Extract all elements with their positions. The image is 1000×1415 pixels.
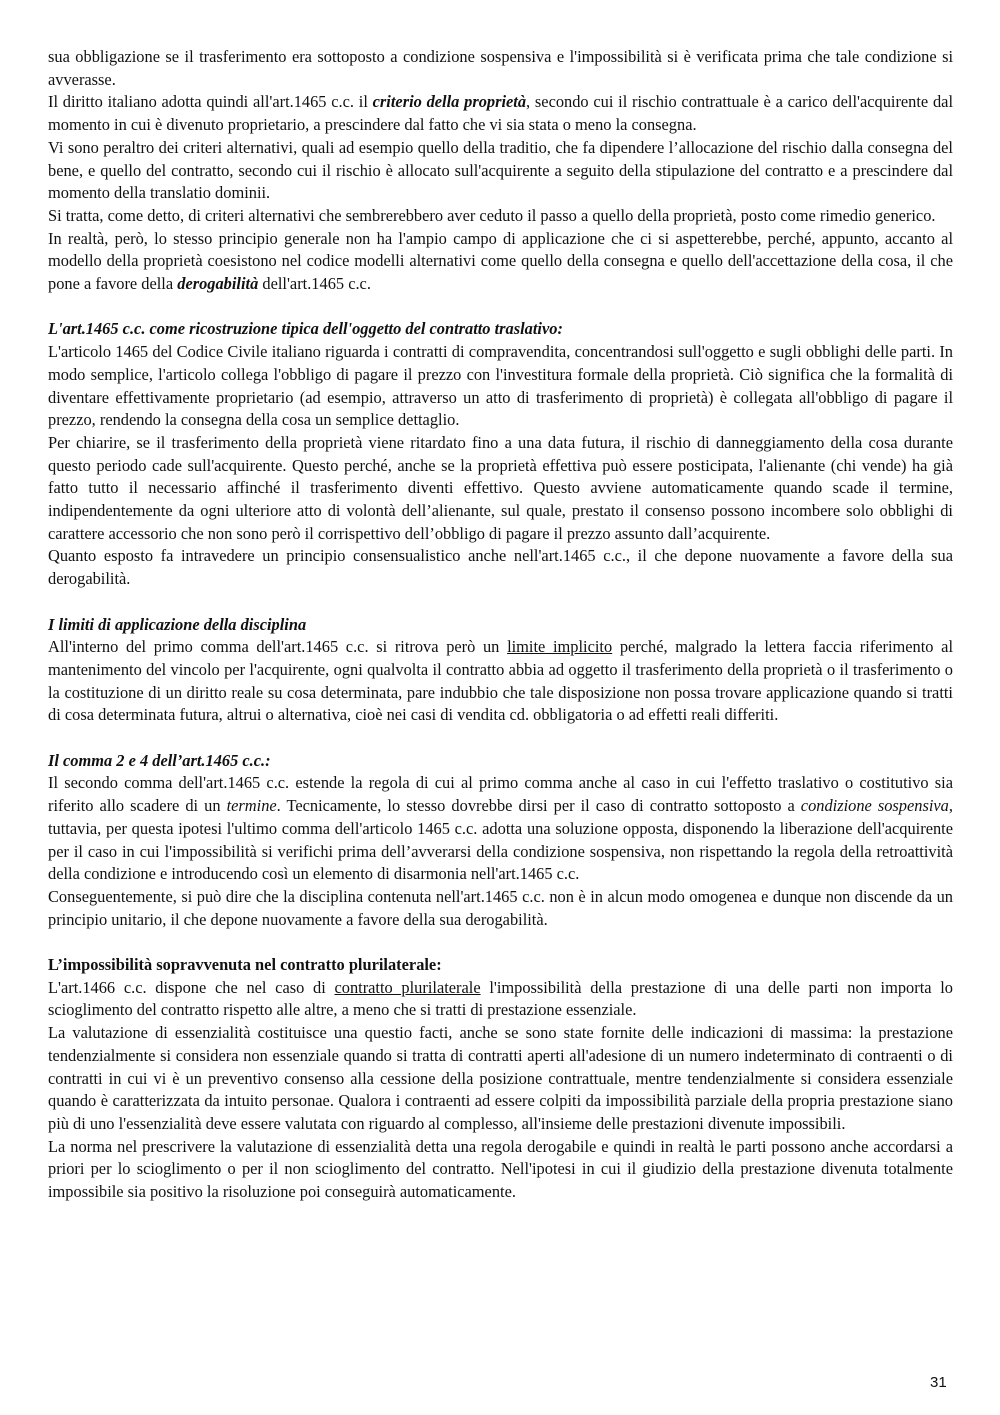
paragraph: Conseguentemente, si può dire che la disciplina contenuta nell'art.1465 c.c. non è in alcun modo omogenea e dunque non discende da un principio unitario, il che depone nuovamente a favore della sua derogabilità. <box>48 886 953 929</box>
page-number: 31 <box>930 1374 947 1391</box>
paragraph: Quanto esposto fa intravedere un principio consensualistico anche nell'art.1465 c.c., il che depone nuovamente a favore della sua derogabilità. <box>48 546 953 589</box>
text-run: l'impossibilità della prestazione di una delle parti non importa lo scioglimento del contratto rispetto alle altre, a meno che si tratti di prestazione essenziale. <box>48 977 953 1020</box>
paragraph <box>48 772 953 886</box>
section-heading: L’impossibilità sopravvenuta nel contratto plurilaterale: <box>48 955 442 975</box>
paragraph: La norma nel prescrivere la valutazione di essenzialità detta una regola derogabile e quindi in realtà le parti possono anche accordarsi a priori per lo scioglimento o per il non scioglimento del contratto. Nell'ipotesi in cui il giudizio della prestazione divenuta totalmente impossibile sia positivo la risoluzione poi conseguirà automaticamente. <box>48 1136 953 1202</box>
paragraph <box>48 636 953 727</box>
text-run: perché, malgrado la lettera faccia riferimento al mantenimento del vincolo per l'acquirente, ogni qualvolta il contratto abbia ad oggetto il trasferimento della proprietà o il trasferimento o la costituzione di un diritto reale su cosa determinata, pare indubbio che tale disposizione non possa trovare applicazione quando si tratti di cosa determinata futura, altrui o alternativa, cioè nei casi di vendita cd. obbligatoria o ad effetti reali differiti. <box>48 637 953 725</box>
paragraph: L'articolo 1465 del Codice Civile italiano riguarda i contratti di compravendita, concentrandosi sull'oggetto e sugli obblighi delle parti. In modo semplice, l'articolo collega l'obbligo di pagare il prezzo con l'investitura formale della proprietà. Ciò significa che la formalità di diventare effettivamente proprietario (ad esempio, attraverso un atto di trasferimento di proprietà) è collegata all'obbligo di pagare il prezzo, rendendo la consegna della cosa un semplice dettaglio. <box>48 342 953 430</box>
spacer <box>48 727 953 750</box>
underlined-contratto-plurilaterale: contratto plurilaterale <box>334 977 481 997</box>
text-run: All'interno del primo comma dell'art.1465 c.c. si ritrova però un <box>48 637 508 657</box>
text-run: Il diritto italiano adotta quindi all'art.1465 c.c. il <box>48 92 373 112</box>
emphasis-derogabilita: derogabilità <box>177 274 259 294</box>
text-run: dell'art.1465 c.c. <box>258 274 371 294</box>
section-heading: L'art.1465 c.c. come ricostruzione tipica dell'oggetto del contratto traslativo: <box>48 319 563 339</box>
spacer <box>48 296 953 319</box>
text-run: . Tecnicamente, lo stesso dovrebbe dirsi per il caso di contratto sottoposto a <box>276 796 801 816</box>
italic-termine: termine <box>226 796 277 816</box>
text-run: In realtà, però, lo stesso principio generale non ha l'ampio campo di applicazione che ci si aspetterebbe, perché, appunto, accanto al modello della proprietà coesistono nel codice modelli alternativi come quello della consegna e quello dell'accettazione della cosa, il che pone a favore della <box>48 228 953 294</box>
text-run: , secondo cui il rischio contrattuale è a carico dell'acquirente dal momento in cui è divenuto proprietario, a prescindere dal fatto che vi sia stata o meno la consegna. <box>48 92 953 135</box>
italic-condizione-sospensiva: condizione sospensiva <box>800 796 949 816</box>
section-heading: I limiti di applicazione della disciplina <box>48 614 307 634</box>
paragraph: Per chiarire, se il trasferimento della proprietà viene ritardato fino a una data futura, il rischio di danneggiamento della cosa durante questo periodo cade sull'acquirente. Questo perché, anche se la proprietà effettiva può essere posticipata, l'alienante (chi vende) ha già fatto tutto il necessario affinché il trasferimento diventi effettivo. Questo avviene automaticamente quando scade il termine, indipendentemente da ogni ulteriore atto di volontà dell’alienante, sul quale, prestato il consenso possono incombere solo obblighi di carattere accessorio che non sono però il corrispettivo dell’obbligo di pagare il prezzo assunto dall’acquirente. <box>48 432 953 543</box>
section-heading: Il comma 2 e 4 dell’art.1465 c.c.: <box>48 750 271 770</box>
paragraph: sua obbligazione se il trasferimento era sottoposto a condizione sospensiva e l'impossibilità si è verificata prima che tale condizione si avverasse. <box>48 47 953 89</box>
paragraph: La valutazione di essenzialità costituisce una questio facti, anche se sono state fornite delle indicazioni di massima: la prestazione tendenzialmente si considera non essenziale quando si tratta di contratti aperti all'adesione di un numero indeterminato di contraenti o di contratti in cui vi è un preventivo consenso alla cessione della posizione contrattuale, mentre tendenzialmente si considera essenziale quando è caratterizzata da intuito personae. Qualora i contraenti ad essere colpiti da impossibilità parziale della propria prestazione siano più di uno l'essenzialità deve essere valutata con riguardo al complesso, all'insieme delle prestazioni divenute impossibili. <box>48 1023 953 1133</box>
paragraph: Si tratta, come detto, di criteri alternativi che sembrerebbero aver ceduto il passo a quello della proprietà, posto come rimedio generico. <box>48 205 936 225</box>
emphasis-criterio-proprieta: criterio della proprietà <box>372 92 527 112</box>
paragraph: Vi sono peraltro dei criteri alternativi, quali ad esempio quello della traditio, che fa dipendere l’allocazione del rischio dalla consegna del bene, e quello del contratto, secondo cui il rischio è allocato sull'acquirente a seguito della stipulazione del contratto e a prescindere dal momento della translatio dominii. <box>48 137 953 203</box>
text-run: L'art.1466 c.c. dispone che nel caso di <box>48 977 335 997</box>
paragraph <box>48 91 953 136</box>
document-page <box>48 46 953 1204</box>
text-run: Il secondo comma dell'art.1465 c.c. estende la regola di cui al primo comma anche al caso in cui l'effetto traslativo o costitutivo sia riferito allo scadere di un <box>48 773 953 816</box>
spacer <box>48 931 953 954</box>
paragraph <box>48 977 953 1022</box>
spacer <box>48 591 953 614</box>
paragraph <box>48 228 953 296</box>
underlined-limite-implicito: limite implicito <box>507 637 613 657</box>
text-run: , tuttavia, per questa ipotesi l'ultimo comma dell'articolo 1465 c.c. adotta una soluzione opposta, disponendo la liberazione dell'acquirente per il caso in cui l'impossibilità si verifichi prima dell’avverarsi della condizione sospensiva, non rispettando la regola della retroattività della condizione e introducendo così un elemento di disarmonia nell'art.1465 c.c. <box>48 796 953 884</box>
